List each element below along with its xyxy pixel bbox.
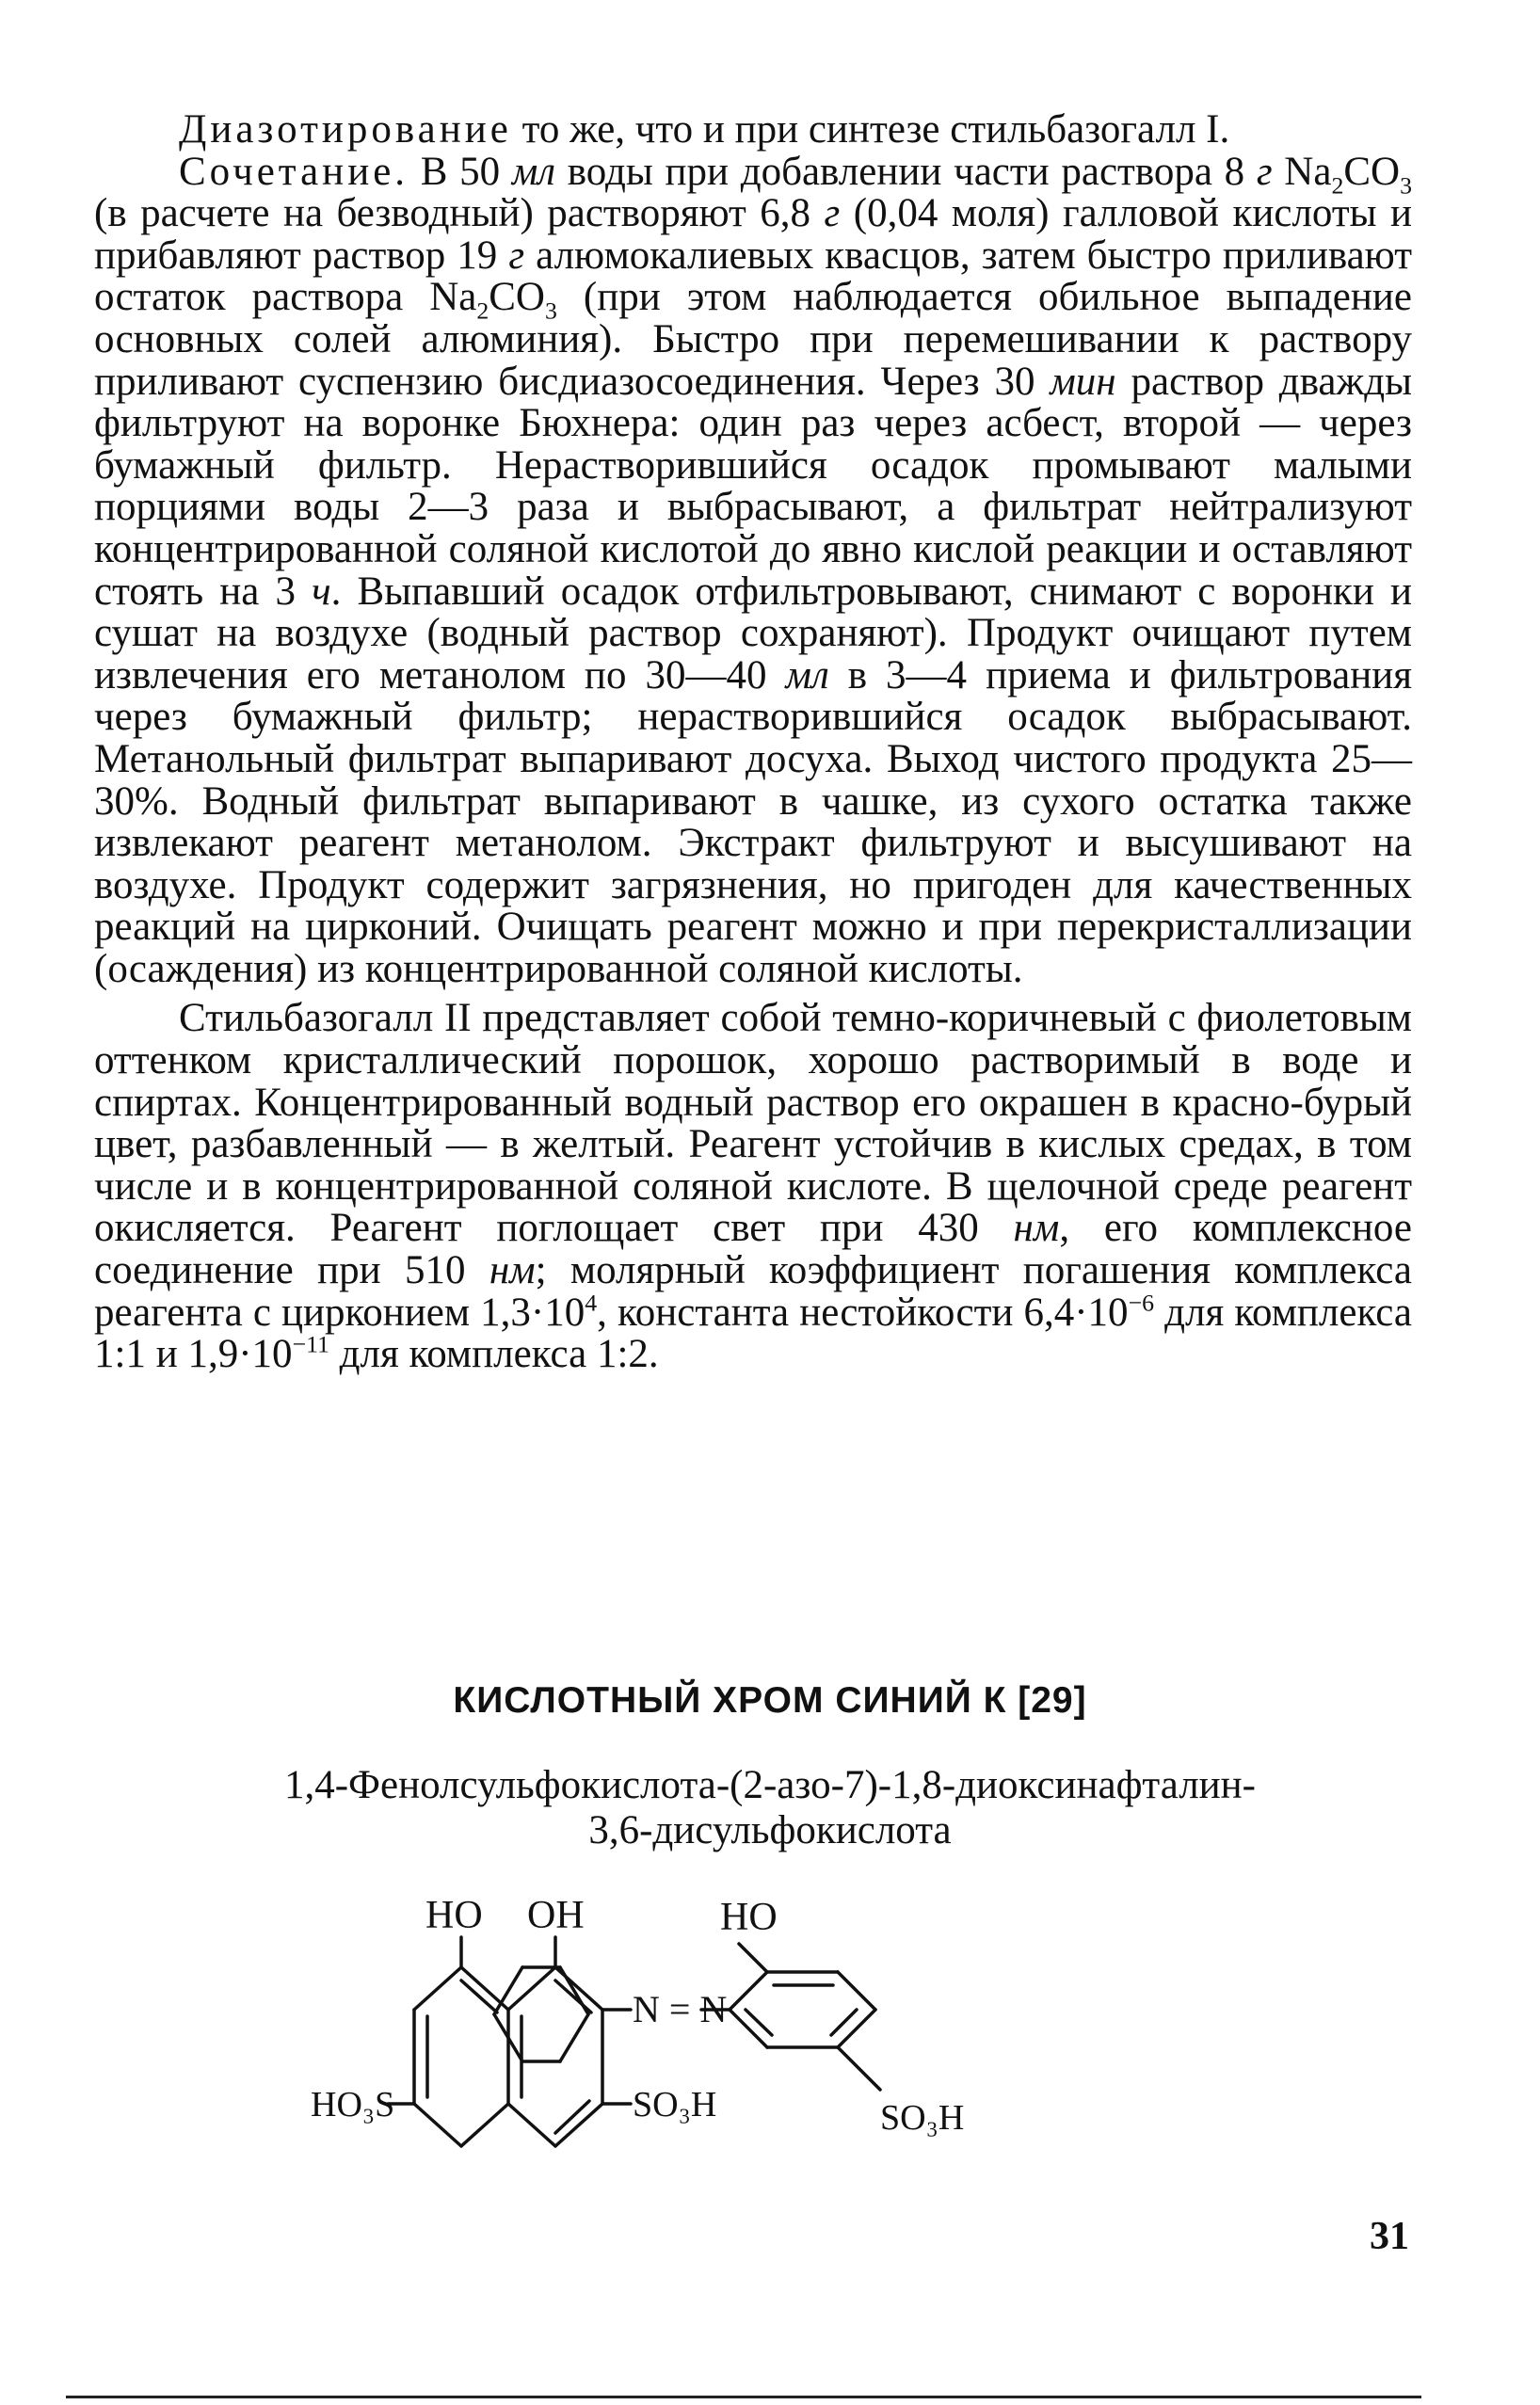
paragraph-lead: Диазотирование (179, 107, 512, 152)
paragraph-coupling: Сочетание. В 50 мл воды при добавлении части раствора 8 г $Na_2CO_3$ (в расчете на безводный) растворяют 6,8 г (0,04 моля) галловой кислоты и прибавляют раствор 19 г алюмокалиевых квасцов, затем быстро приливают остаток раствора $Na_2CO_3$ (при этом наблюдается обильное выпадение основных солей алюминия). Быстро при перемешивании к раствору приливают суспензию бисдиазосоединения. Через 30 мин раствор дважды фильтруют на воронке Бюхнера: один раз через асбест, второй — через бумажный фильтр. Нерастворившийся осадок промывают малыми порциями воды 2—3 раза и выбрасывают, а фильтрат нейтрализуют концентрированной соляной кислотой до явно кислой реакции и оставляют стоять на 3 ч. Выпавший осадок отфильтровывают, снимают с воронки и сушат на воздухе (водный раствор сохраняют). Продукт очищают путем извлечения его метанолом по 30—40 мл в 3—4 приема и фильтрования через бумажный фильтр; нерастворившийся осадок выбрасывают. Метанольный фильтрат выпаривают досуха. Выход чистого продукта 25—30%. Водный фильтрат выпаривают в чашке, из сухого остатка также извлекают реагент метанолом. Экстракт фильтруют и высушивают на воздухе. Продукт содержит загрязнения, но пригоден для качественных реакций на цирконий. Очищать реагент можно и при перекристаллизации (осаждения) из концентрированной соляной кислоты. (94, 149, 1413, 991)
paragraph-diazotization: Диазотирование то же, что и при синтезе стильбазогалл I. (179, 107, 1230, 152)
compound-name-line-1: 1,4-Фенолсульфокислота-(2-азо-7)-1,8-диоксинафталин- (283, 1763, 1257, 1807)
section-heading: КИСЛОТНЫЙ ХРОМ СИНИЙ К [29] (453, 1680, 1087, 1721)
paragraph-properties: Стильбазогалл II представляет собой темно-коричневый с фиолетовым оттенком кристаллический порошок, хорошо растворимый в воде и спиртах. Концентрированный водный раствор его окрашен в красно-бурый цвет, разбавленный — в желтый. Реагент устойчив в кислых средах, в том числе и в концентрированной соляной кислоте. В щелочной среде реагент окисляется. Реагент поглощает свет при 430 нм, его комплексное соединение при 510 нм; молярный коэффициент погашения комплекса реагента с цирконием $1,3\cdot 10^4$, константа нестойкости $6,4\cdot 10^{-6}$ для комплекса 1:1 и $1,9\cdot 10^{-11}$ для комплекса 1:2. (94, 996, 1413, 1377)
so3h-label-inner: SO₃H (633, 2085, 717, 2124)
paragraph-lead: Сочетание. (179, 149, 409, 194)
ho-label-2: HO (720, 1896, 778, 1939)
structural-formula (311, 1892, 1186, 2203)
ho3s-label: HO₃S (311, 2085, 395, 2124)
azo-label: N = N (633, 1988, 728, 2030)
bottom-rule (66, 2396, 1421, 2398)
so3h-label-outer: SO₃H (880, 2098, 965, 2138)
text-body (94, 109, 1412, 1376)
ho-label-1: HO (425, 1894, 483, 1937)
oh-label: OH (527, 1894, 585, 1937)
compound-name-line-2: 3,6-дисульфокислота (588, 1808, 952, 1852)
naphthalene-bond (414, 1967, 461, 2010)
page-number: 31 (1370, 2215, 1409, 2258)
compound-name (0, 1763, 1540, 1853)
